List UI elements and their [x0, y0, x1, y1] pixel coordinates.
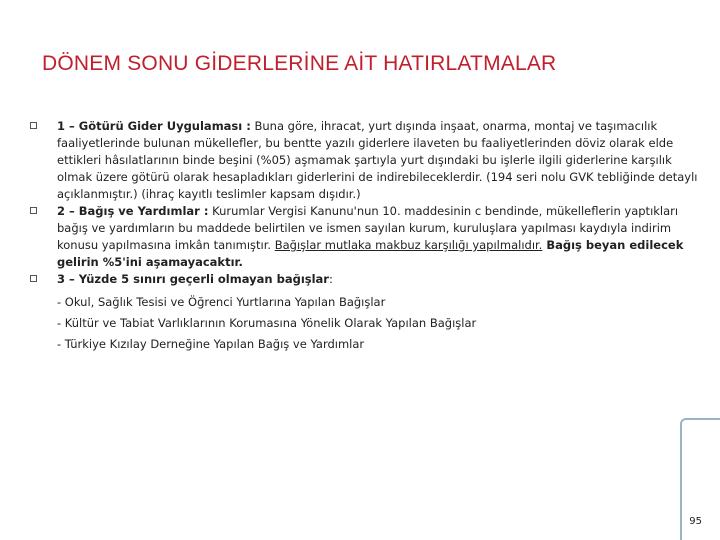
item-heading: 1 – Götürü Gider Uygulaması : — [57, 119, 251, 133]
page-title: DÖNEM SONU GİDERLERİNE AİT HATIRLATMALAR — [42, 52, 557, 75]
sub-list-item: - Okul, Sağlık Tesisi ve Öğrenci Yurtlarına Yapılan Bağışlar — [57, 295, 386, 309]
item-underlined-note: Bağışlar mutlaka makbuz karşılığı yapılmalıdır. — [274, 238, 543, 252]
sub-list-item: - Türkiye Kızılay Derneğine Yapılan Bağış ve Yardımlar — [57, 337, 365, 351]
item-heading: 3 – Yüzde 5 sınırı geçerli olmayan bağışlar — [57, 272, 329, 286]
item-text: : — [328, 272, 333, 286]
item-bold-note: Bağış beyan edilecek gelirin %5'ini aşamayacaktır. — [57, 238, 684, 269]
list-item-gotuRu-gider — [30, 118, 698, 203]
item-text: Kurumlar Vergisi Kanunu'nun 10. maddesinin c bendinde, mükelleflerin yaptıkları bağış ve yardımların bu maddede belirtilen ve ismen sayılan kurum, kuruluşlara yapılması kaydıyla indirim konusu yapılmasına imkân tanımıştır. — [57, 204, 679, 252]
sub-list-item: - Kültür ve Tabiat Varlıklarının Korumasına Yönelik Olarak Yapılan Bağışlar — [57, 316, 477, 330]
square-bullet-icon — [30, 122, 37, 129]
square-bullet-icon — [30, 275, 37, 282]
list-item-bagis-yardim — [30, 203, 698, 271]
slide-content — [30, 118, 698, 355]
list-item-yuzde-5 — [30, 271, 698, 288]
item-text: Buna göre, ihracat, yurt dışında inşaat, onarma, montaj ve taşımacılık faaliyetlerinde bulunan mükellefler, bu bentte yazılı giderlere ilaveten bu faaliyetlerinden döviz olarak elde ettikleri hâsılatlarının binde beşini (%05) aşmamak şartıyla yurt dışındaki bu işlerle ilgili giderlerine karşılık olmak üzere götürü olarak hesapladıkları giderlerini de indirebileceklerdir. (194 seri nolu GVK tebliğinde detaylı açıklanmıştır.) (ihraç kayıtlı teslimler kapsam dışıdır.) — [57, 119, 698, 201]
page-number: 95 — [689, 516, 702, 527]
item-heading: 2 – Bağış ve Yardımlar : — [57, 204, 209, 218]
square-bullet-icon — [30, 207, 37, 214]
sub-list — [30, 292, 698, 355]
